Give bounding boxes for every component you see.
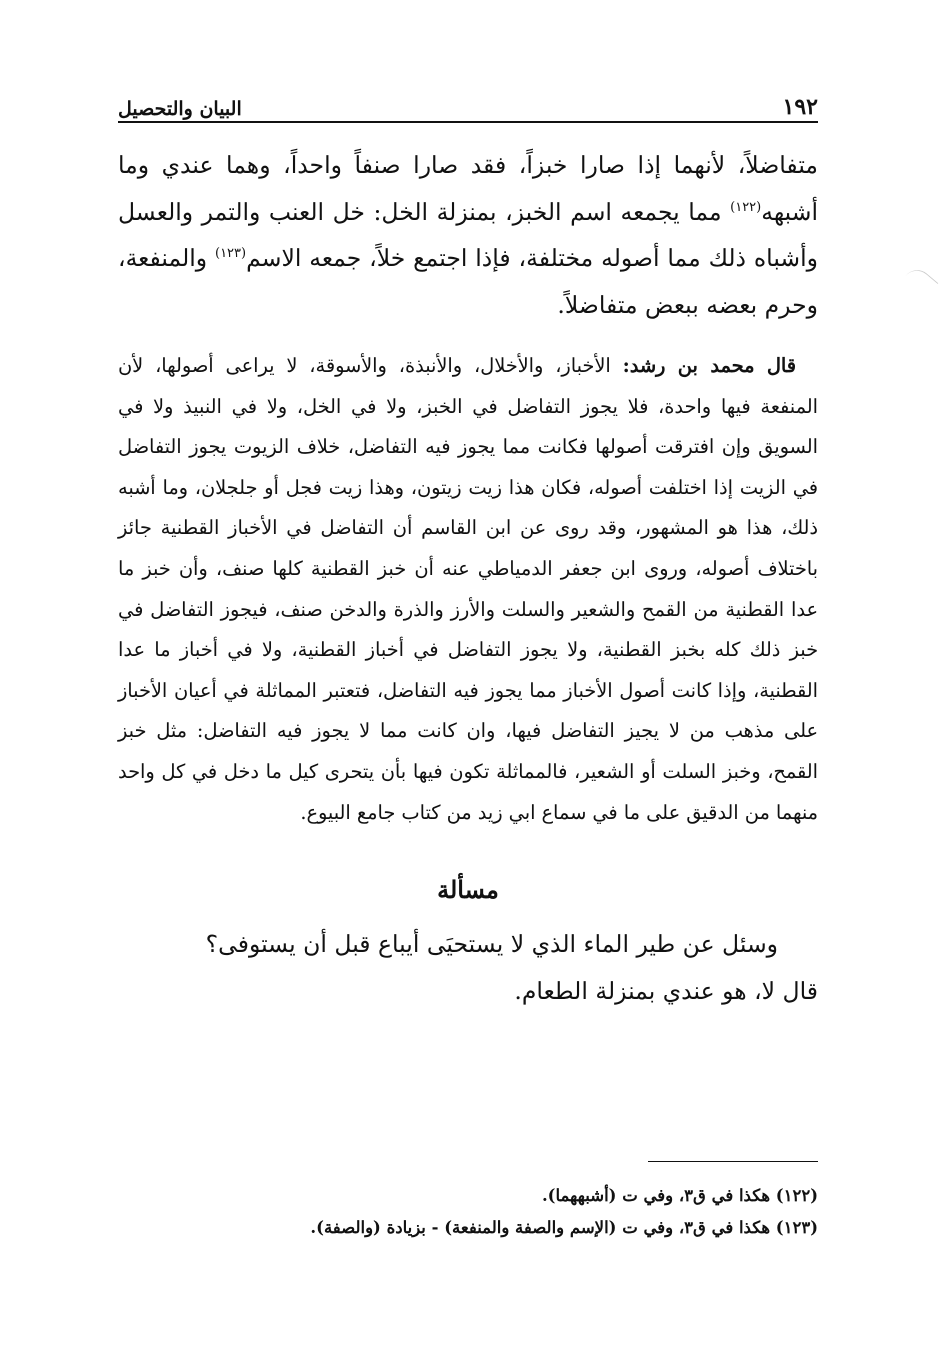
header-rule xyxy=(118,121,818,123)
margin-pencil-mark xyxy=(896,264,939,307)
footnote-ref-123[interactable]: (١٢٣) xyxy=(215,246,247,262)
question-text: وسئل عن طير الماء الذي لا يستحيَى أيباع قبل أن يستوفى؟ xyxy=(205,930,778,959)
page-header xyxy=(118,84,818,120)
opening-paragraph xyxy=(118,142,818,328)
footnote-ref-122[interactable]: (١٢٢) xyxy=(730,199,762,215)
page-number: ١٩٢ xyxy=(782,94,818,120)
opening-text-part-1: متفاضلاً، لأنهما إذا صارا خبزاً، فقد صارا صنفاً واحداً، وهما عندي وما أشبهه xyxy=(118,151,818,226)
opening-text-part-2: مما يجمعه اسم الخبز، بمنزلة الخل: خل العنب والتمر والعسل وأشباه ذلك مما أصوله مختلفة، فإذا اجتمع خلاً، جمعه الاسم xyxy=(118,197,819,272)
footnote-number: (١٢٣) xyxy=(775,1218,818,1237)
footnote-123 xyxy=(118,1212,818,1244)
footnote-122 xyxy=(118,1180,818,1212)
section-heading: مسألة xyxy=(437,875,499,905)
main-text xyxy=(118,142,818,1014)
commentary-paragraph xyxy=(118,346,818,833)
running-title: البيان والتحصيل xyxy=(118,98,242,120)
footnote-number: (١٢٢) xyxy=(775,1186,818,1205)
commentary-text: الأخباز، والأخلال، والأنبذة، والأسوقة، لا يراعى أصولها، لأن المنفعة فيها واحدة، فلا يجوز التفاضل في الخبز، ولا في الخل، ولا في النبيذ ولا في السويق وإن افترقت أصولها فكانت مما يجوز فيه التفاضل، خلاف الزيوت يجوز التفاضل في الزيت إذا اختلفت أصوله، فكان هذا زيت زيتون، وهذا زيت فجل أو جلجلان، وما أشبه ذلك، هذا هو المشهور، وقد روى عن ابن القاسم أن التفاضل في الأخباز القطنية جائز باختلاف أصوله، وروى ابن جعفر الدمياطي عنه أن خبز القطنية كلها صنف، وأن خبز ما عدا القطنية من القمح والشعير والسلت والأرز والذرة والدخن صنف، فيجوز التفاضل في خبز ذلك كله بخبز القطنية، ولا يجوز التفاضل في أخباز القطنية، ولا في أخباز ما عدا القطنية، وإذا كانت أصول الأخباز مما يجوز فيه التفاضل، فتعتبر المماثلة في أعيان الأخباز على مذهب من لا يجيز التفاضل فيها، وان كانت مما لا يجوز فيه التفاضل: مثل خبز القمح، وخبز السلت أو الشعير، فالمماثلة تكون فيها بأن يتحرى كيل ما دخل في كل واحد منهما من الدقيق على ما في سماع ابي زيد من كتاب جامع البيوع. xyxy=(118,354,818,824)
footnotes xyxy=(118,1180,818,1244)
answer-text: قال لا، هو عندي بمنزلة الطعام. xyxy=(514,976,818,1005)
footnote-text: هكذا في ق٣، وفي ت (الإسم والصفة والمنفعة) - بزيادة (والصفة). xyxy=(310,1218,776,1237)
opening-text-part-3: والمنفعة، وحرم بعضه ببعض متفاضلاً. xyxy=(118,244,818,319)
footnote-text: هكذا في ق٣، وفي ت (أشبههما). xyxy=(541,1186,776,1205)
footnote-rule xyxy=(648,1161,818,1162)
commentary-speaker: قال محمد بن رشد: xyxy=(622,354,796,377)
